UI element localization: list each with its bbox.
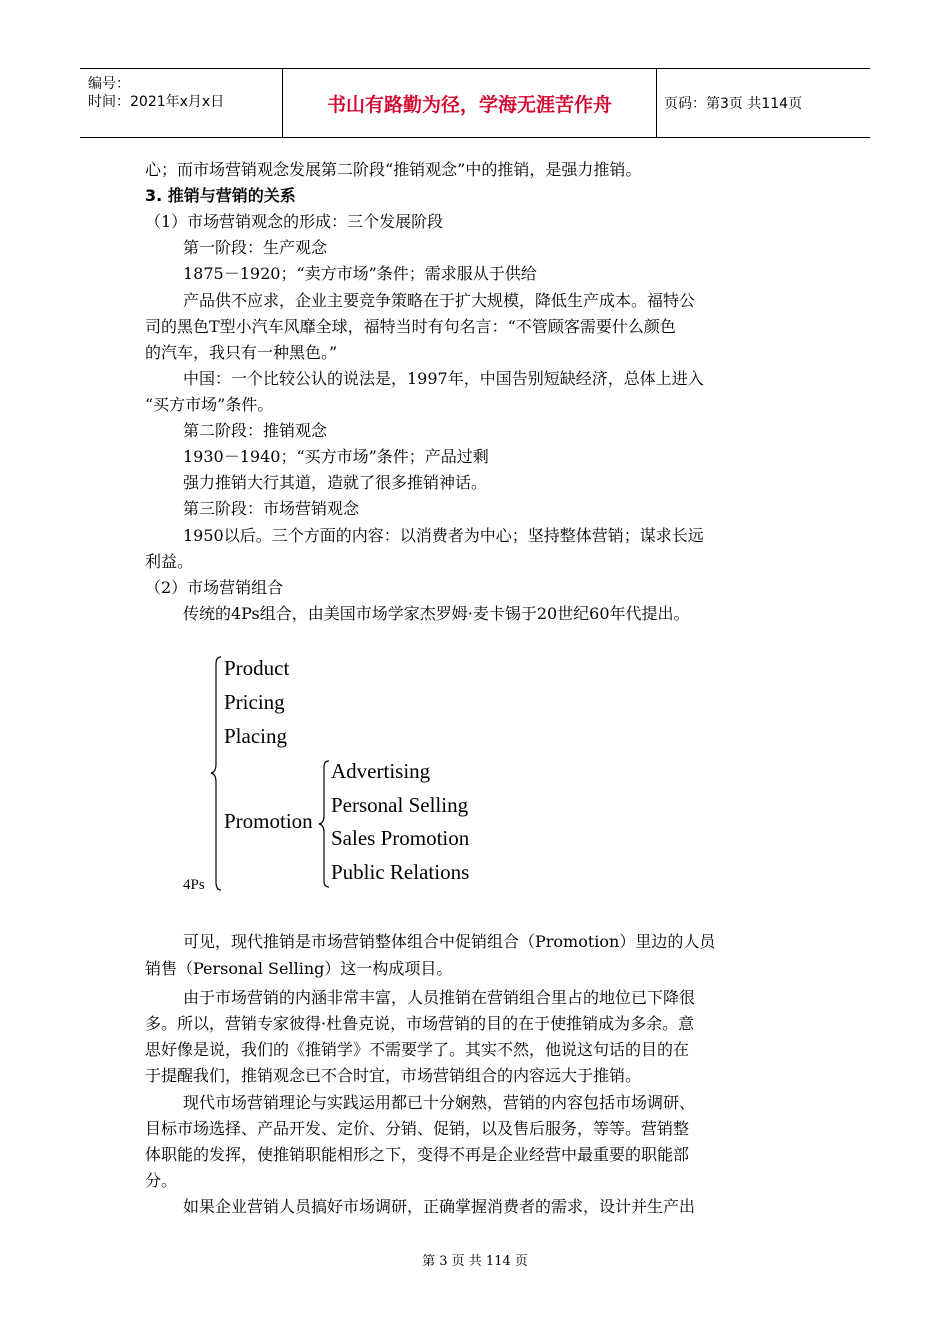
page-header — [80, 68, 870, 138]
paragraph-line: 现代市场营销理论与实践运用都已十分娴熟，营销的内容包括市场调研、 — [183, 1093, 696, 1112]
paragraph-line: 如果企业营销人员搞好市场调研，正确掌握消费者的需求，设计并生产出 — [183, 1197, 696, 1216]
paragraph-line: 传统的4Ps组合，由美国市场学家杰罗姆·麦卡锡于20世纪60年代提出。 — [183, 604, 690, 623]
page-footer: 第 3 页 共 114 页 — [422, 1254, 528, 1269]
paragraph-line: 目标市场选择、产品开发、定价、分销、促销，以及售后服务，等等。营销整 — [145, 1119, 690, 1138]
promotion-item-advertising: Advertising — [331, 759, 431, 783]
header-motto: 书山有路勤为径，学海无涯苦作舟 — [283, 69, 657, 137]
paragraph-line: 1950以后。三个方面的内容：以消费者为中心；坚持整体营销；谋求长远 — [183, 526, 704, 545]
four-ps-item-promotion: Promotion — [224, 809, 313, 833]
paragraph-line: 心；而市场营销观念发展第二阶段“推销观念”中的推销，是强力推销。 — [145, 160, 642, 179]
paragraph-line: 思好像是说，我们的《推销学》不需要学了。其实不然，他说这句话的目的在 — [145, 1040, 690, 1059]
paragraph-line: 由于市场营销的内涵非常丰富，人员推销在营销组合里占的地位已下降很 — [183, 988, 696, 1007]
promotion-item-sales-promotion: Sales Promotion — [331, 826, 470, 850]
paragraph-line: 1875－1920；“卖方市场”条件；需求服从于供给 — [183, 264, 537, 283]
header-meta — [80, 69, 283, 137]
promotion-item-personal-selling: Personal Selling — [331, 793, 469, 817]
paragraph-line: 强力推销大行其道，造就了很多推销神话。 — [183, 473, 488, 492]
section-heading: 3. 推销与营销的关系 — [145, 186, 296, 205]
promotion-brace — [316, 760, 332, 888]
paragraph-line: 的汽车，我只有一种黑色。” — [145, 343, 338, 362]
paragraph-line: 多。所以，营销专家彼得·杜鲁克说，市场营销的目的在于使推销成为多余。意 — [145, 1014, 695, 1033]
stage-heading: 第二阶段：推销观念 — [183, 421, 328, 440]
subsection-heading: （2）市场营销组合 — [145, 578, 284, 597]
stage-heading: 第三阶段：市场营销观念 — [183, 499, 360, 518]
stage-heading: 第一阶段：生产观念 — [183, 238, 328, 257]
header-page-info: 页码：第3页 共114页 — [664, 96, 803, 112]
paragraph-line: 可见，现代推销是市场营销整体组合中促销组合（Promotion）里边的人员 — [183, 932, 716, 951]
time-label: 时间：2021年x月x日 — [88, 94, 225, 110]
paragraph-line: 中国：一个比较公认的说法是，1997年，中国告别短缺经济，总体上进入 — [183, 369, 704, 388]
subsection-heading: （1）市场营销观念的形成：三个发展阶段 — [145, 212, 444, 231]
paragraph-line: “买方市场”条件。 — [145, 395, 274, 414]
outer-brace — [208, 656, 224, 892]
paragraph-line: 产品供不应求，企业主要竞争策略在于扩大规模，降低生产成本。福特公 — [183, 291, 696, 310]
four-ps-item-pricing: Pricing — [224, 690, 285, 714]
promotion-item-public-relations: Public Relations — [331, 860, 470, 884]
four-ps-item-product: Product — [224, 656, 290, 680]
paragraph-line: 体职能的发挥，使推销职能相形之下，变得不再是企业经营中最重要的职能部 — [145, 1145, 690, 1164]
paragraph-line: 销售（Personal Selling）这一构成项目。 — [145, 959, 453, 978]
four-ps-item-placing: Placing — [224, 724, 287, 748]
paragraph-line: 司的黑色T型小汽车风靡全球，福特当时有句名言：“不管顾客需要什么颜色 — [145, 317, 676, 336]
serial-label: 编号： — [88, 76, 130, 92]
four-ps-root-label: 4Ps — [183, 877, 205, 893]
paragraph-line: 1930－1940；“买方市场”条件；产品过剩 — [183, 447, 489, 466]
paragraph-line: 分。 — [145, 1171, 178, 1190]
paragraph-line: 利益。 — [145, 552, 194, 571]
paragraph-line: 于提醒我们，推销观念已不合时宜，市场营销组合的内容远大于推销。 — [145, 1066, 642, 1085]
